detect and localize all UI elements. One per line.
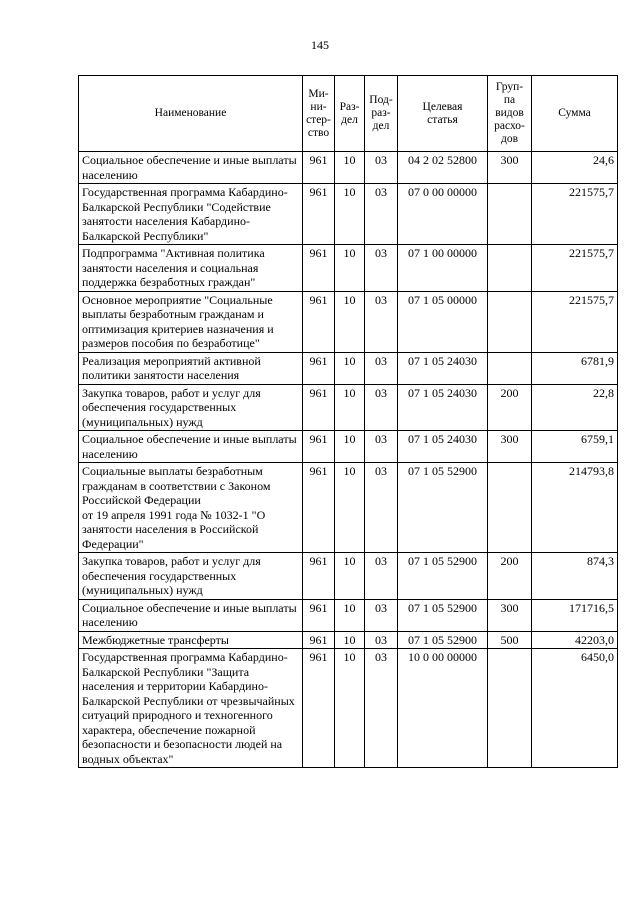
cell-subsection: 03 xyxy=(365,291,398,352)
cell-ministry: 961 xyxy=(303,599,335,631)
cell-subsection: 03 xyxy=(365,553,398,600)
cell-ministry: 961 xyxy=(303,352,335,384)
cell-section: 10 xyxy=(335,553,365,600)
cell-name: Основное мероприятие "Социальные выплаты безработным гражданам и оптимизация критериев назначения и размеров пособия по безработице" xyxy=(79,291,303,352)
cell-group: 300 xyxy=(488,599,532,631)
cell-target: 07 1 05 24030 xyxy=(398,352,488,384)
cell-target: 07 1 05 24030 xyxy=(398,431,488,463)
cell-group xyxy=(488,245,532,292)
cell-name: Реализация мероприятий активной политики занятости населения xyxy=(79,352,303,384)
cell-section: 10 xyxy=(335,352,365,384)
cell-ministry: 961 xyxy=(303,152,335,184)
cell-target: 07 0 00 00000 xyxy=(398,184,488,245)
cell-group xyxy=(488,352,532,384)
cell-subsection: 03 xyxy=(365,352,398,384)
table-row xyxy=(79,649,618,768)
cell-name: Социальное обеспечение и иные выплаты населению xyxy=(79,431,303,463)
cell-sum: 42203,0 xyxy=(532,631,618,649)
header-sum: Сумма xyxy=(532,76,618,152)
cell-group: 200 xyxy=(488,553,532,600)
cell-sum: 874,3 xyxy=(532,553,618,600)
cell-name: Социальное обеспечение и иные выплаты населению xyxy=(79,152,303,184)
cell-name: Межбюджетные трансферты xyxy=(79,631,303,649)
table-row xyxy=(79,463,618,553)
cell-ministry: 961 xyxy=(303,649,335,768)
cell-sum: 6450,0 xyxy=(532,649,618,768)
cell-target: 07 1 05 52900 xyxy=(398,599,488,631)
cell-target: 07 1 05 24030 xyxy=(398,384,488,431)
budget-table xyxy=(78,75,618,768)
page-number: 145 xyxy=(311,38,329,52)
table-row xyxy=(79,553,618,600)
cell-sum: 6759,1 xyxy=(532,431,618,463)
cell-group xyxy=(488,184,532,245)
table-row xyxy=(79,152,618,184)
cell-ministry: 961 xyxy=(303,184,335,245)
cell-sum: 24,6 xyxy=(532,152,618,184)
cell-target: 07 1 00 00000 xyxy=(398,245,488,292)
cell-name: Социальные выплаты безработным гражданам в соответствии с Законом Российской Федерации от 19 апреля 1991 года № 1032-1 "О занятости населения в Российской Федерации" xyxy=(79,463,303,553)
cell-section: 10 xyxy=(335,431,365,463)
cell-section: 10 xyxy=(335,245,365,292)
cell-ministry: 961 xyxy=(303,245,335,292)
cell-section: 10 xyxy=(335,152,365,184)
cell-target: 07 1 05 52900 xyxy=(398,463,488,553)
table-body xyxy=(79,152,618,768)
cell-section: 10 xyxy=(335,291,365,352)
cell-ministry: 961 xyxy=(303,291,335,352)
header-row xyxy=(79,76,618,152)
cell-sum: 221575,7 xyxy=(532,291,618,352)
cell-section: 10 xyxy=(335,631,365,649)
cell-name: Закупка товаров, работ и услуг для обеспечения государственных (муниципальных) нужд xyxy=(79,384,303,431)
table-row xyxy=(79,599,618,631)
header-group: Груп- па видов расхо- дов xyxy=(488,76,532,152)
cell-subsection: 03 xyxy=(365,152,398,184)
cell-sum: 6781,9 xyxy=(532,352,618,384)
table-row xyxy=(79,384,618,431)
cell-group: 300 xyxy=(488,431,532,463)
cell-target: 07 1 05 52900 xyxy=(398,553,488,600)
header-target: Целевая статья xyxy=(398,76,488,152)
cell-subsection: 03 xyxy=(365,184,398,245)
cell-ministry: 961 xyxy=(303,631,335,649)
cell-group: 200 xyxy=(488,384,532,431)
cell-subsection: 03 xyxy=(365,245,398,292)
cell-sum: 221575,7 xyxy=(532,245,618,292)
cell-ministry: 961 xyxy=(303,463,335,553)
cell-target: 07 1 05 00000 xyxy=(398,291,488,352)
table-row xyxy=(79,431,618,463)
table-row xyxy=(79,184,618,245)
cell-target: 10 0 00 00000 xyxy=(398,649,488,768)
cell-subsection: 03 xyxy=(365,463,398,553)
cell-group xyxy=(488,649,532,768)
cell-subsection: 03 xyxy=(365,649,398,768)
cell-name: Закупка товаров, работ и услуг для обеспечения государственных (муниципальных) нужд xyxy=(79,553,303,600)
cell-sum: 221575,7 xyxy=(532,184,618,245)
table-row xyxy=(79,291,618,352)
cell-name: Государственная программа Кабардино-Балкарской Республики "Содействие занятости населения Кабардино-Балкарской Республики" xyxy=(79,184,303,245)
cell-ministry: 961 xyxy=(303,384,335,431)
header-subsection: Под- раз- дел xyxy=(365,76,398,152)
cell-target: 04 2 02 52800 xyxy=(398,152,488,184)
cell-ministry: 961 xyxy=(303,553,335,600)
cell-section: 10 xyxy=(335,384,365,431)
cell-sum: 22,8 xyxy=(532,384,618,431)
cell-sum: 214793,8 xyxy=(532,463,618,553)
cell-group: 500 xyxy=(488,631,532,649)
cell-section: 10 xyxy=(335,599,365,631)
cell-ministry: 961 xyxy=(303,431,335,463)
cell-name: Государственная программа Кабардино-Балкарской Республики "Защита населения и территории Кабардино-Балкарской Республики от чрезвычайных ситуаций природного и техногенного характера, обеспечение пожарной безопасности и безопасности людей на водных объектах" xyxy=(79,649,303,768)
cell-subsection: 03 xyxy=(365,599,398,631)
table-row xyxy=(79,245,618,292)
cell-group xyxy=(488,463,532,553)
header-section: Раз- дел xyxy=(335,76,365,152)
cell-target: 07 1 05 52900 xyxy=(398,631,488,649)
cell-subsection: 03 xyxy=(365,431,398,463)
cell-name: Подпрограмма "Активная политика занятости населения и социальная поддержка безработных граждан" xyxy=(79,245,303,292)
cell-name: Социальное обеспечение и иные выплаты населению xyxy=(79,599,303,631)
cell-group xyxy=(488,291,532,352)
cell-section: 10 xyxy=(335,184,365,245)
cell-sum: 171716,5 xyxy=(532,599,618,631)
cell-section: 10 xyxy=(335,649,365,768)
header-name: Наименование xyxy=(79,76,303,152)
cell-subsection: 03 xyxy=(365,384,398,431)
table-row xyxy=(79,352,618,384)
cell-group: 300 xyxy=(488,152,532,184)
cell-subsection: 03 xyxy=(365,631,398,649)
cell-section: 10 xyxy=(335,463,365,553)
header-ministry: Ми- ни- стер- ство xyxy=(303,76,335,152)
table-row xyxy=(79,631,618,649)
